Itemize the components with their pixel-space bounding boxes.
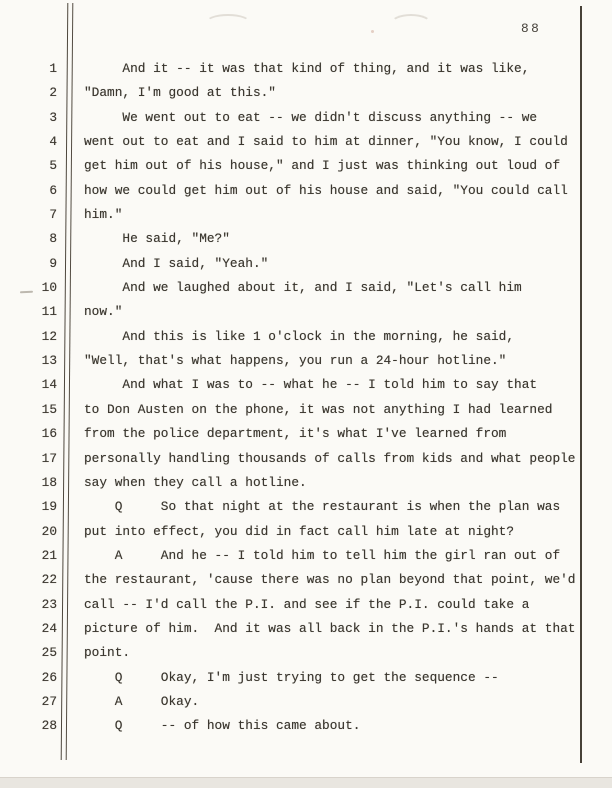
line-number-divider-rule: [61, 3, 73, 760]
transcript-line: him.": [84, 207, 123, 223]
transcript-text: [84, 57, 575, 739]
line-number: 21: [41, 547, 57, 563]
line-number-column: [0, 57, 57, 739]
line-number: 8: [49, 231, 57, 247]
transcript-line: And we laughed about it, and I said, "Let's call him: [84, 280, 522, 296]
transcript-line: now.": [84, 304, 123, 320]
line-number: 20: [41, 523, 57, 539]
line-number: 9: [49, 255, 57, 271]
page-number: 88: [521, 21, 542, 36]
transcript-line: Q So that night at the restaurant is when the plan was: [84, 499, 561, 515]
scan-smudge-dot: [371, 30, 374, 33]
line-number: 11: [41, 304, 57, 320]
transcript-line: He said, "Me?": [84, 231, 230, 247]
scan-smudge-arc: [390, 14, 432, 34]
transcript-line: personally handling thousands of calls from kids and what people: [84, 450, 576, 466]
line-number: 1: [49, 61, 57, 76]
line-number: 19: [41, 499, 57, 515]
line-number: 13: [41, 353, 57, 369]
transcript-line: picture of him. And it was all back in the P.I.'s hands at that: [84, 620, 576, 636]
transcript-line: point.: [84, 645, 131, 661]
transcript-line: A And he -- I told him to tell him the girl ran out of: [84, 547, 561, 563]
line-number: 6: [49, 182, 57, 198]
page-bottom-edge: [0, 777, 612, 788]
line-number: 10: [41, 280, 57, 296]
line-number: 25: [41, 645, 57, 661]
line-number: 7: [49, 207, 57, 223]
line-number: 5: [49, 158, 57, 174]
transcript-line: And this is like 1 o'clock in the morning, he said,: [84, 328, 515, 344]
transcript-line: the restaurant, 'cause there was no plan beyond that point, we'd: [84, 572, 576, 588]
transcript-line: put into effect, you did in fact call him late at night?: [84, 523, 515, 539]
transcript-line: call -- I'd call the P.I. and see if the P.I. could take a: [84, 596, 530, 612]
line-number: 18: [41, 474, 57, 490]
line-number: 16: [41, 426, 57, 442]
transcript-line: Q Okay, I'm just trying to get the sequence --: [84, 669, 499, 685]
line-number: 26: [41, 669, 57, 685]
transcript-line: We went out to eat -- we didn't discuss anything -- we: [84, 109, 538, 125]
line-number: 2: [49, 85, 57, 101]
right-margin-rule: [580, 6, 582, 763]
transcript-line: And it -- it was that kind of thing, and it was like,: [84, 61, 530, 76]
line-number: 15: [41, 401, 57, 417]
line-number: 24: [41, 620, 57, 636]
line-number: 4: [49, 134, 57, 150]
transcript-line: from the police department, it's what I've learned from: [84, 426, 507, 442]
line-number: 3: [49, 109, 57, 125]
line-number: 23: [41, 596, 57, 612]
line-number: 17: [41, 450, 57, 466]
transcript-line: Q -- of how this came about.: [84, 718, 361, 734]
transcript-line: how we could get him out of his house and said, "You could call: [84, 182, 568, 198]
line-number: 22: [41, 572, 57, 588]
line-number: 28: [41, 718, 57, 734]
line-number: 27: [41, 693, 57, 709]
transcript-line: get him out of his house," and I just was thinking out loud of: [84, 158, 561, 174]
transcript-line: to Don Austen on the phone, it was not anything I had learned: [84, 401, 553, 417]
transcript-line: say when they call a hotline.: [84, 474, 307, 490]
transcript-line: went out to eat and I said to him at dinner, "You know, I could: [84, 134, 568, 150]
scan-smudge-arc: [205, 14, 251, 32]
transcript-line: "Damn, I'm good at this.": [84, 85, 276, 101]
transcript-line: And I said, "Yeah.": [84, 255, 269, 271]
transcript-line: A Okay.: [84, 693, 200, 709]
transcript-line: And what I was to -- what he -- I told him to say that: [84, 377, 538, 393]
line-number: 14: [41, 377, 57, 393]
line-number: 12: [41, 328, 57, 344]
transcript-line: "Well, that's what happens, you run a 24-hour hotline.": [84, 353, 507, 369]
